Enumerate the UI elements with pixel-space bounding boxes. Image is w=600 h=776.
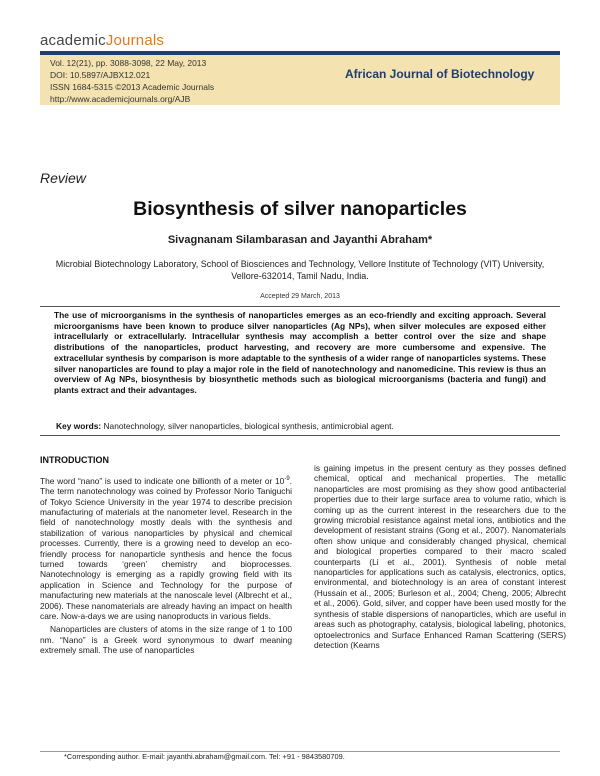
exponent: -9: [284, 476, 290, 482]
keywords-list: Nanotechnology, silver nanoparticles, biological synthesis, antimicrobial agent.: [103, 421, 394, 431]
citation-info: [50, 57, 214, 105]
abstract: The use of microorganisms in the synthesis of nanoparticles emerges as an eco-friendly and exciting approach. Several microorganisms have been known to produce silver nanoparticles (Ag NPs), when silver molecules are exposed either intracellularly or extracellularly. Intracellular synthesis may accomplish a better control over the size and shape distributions of the nanoparticles, product harvesting, and recovery are more cumbersome and expensive. The extracellular synthesis by comparison is more adaptable to the synthesis of a wider range of nanoparticles systems. These silver nanoparticles are found to play a major role in the field of nanotechnology and nanomedicine. This review is thus an overview of Ag NPs, biosynthesis by biosynthetic methods such as biological microorganisms (bacteria and fungi) and plants extract and their advantages.: [54, 310, 546, 395]
article-authors: Sivagnanam Silambarasan and Jayanthi Abraham*: [167, 234, 433, 246]
abstract-bottom-rule: [40, 435, 560, 436]
journal-name: African Journal of Biotechnology: [345, 67, 535, 81]
paragraph-text-b: . The term nanotechnology was coined by Professor Norio Taniguchi of Tokyo Science University in the year 1974 to describe precision manufacturing of materials at the nanometer level. Research in the field of nanotechnology mostly deals with the synthesis and stabilization of various nanoparticles by physical and chemical processes. Currently, there is a growing need to develop an eco-friendly process for nanoparticle synthesis and hence the focus turned towards ‘green’ chemistry and bioprocesses. Nanotechnology is emerging as a rapidly growing field with its application in Science and Technology for the purpose of manufacturing new materials at the nanoscale level (Albrecht et al., 2006). These nanomaterials are already having an impact on health care. Now-a-days we are using nanoproducts in various fields.: [40, 475, 292, 622]
article-title: Biosynthesis of silver nanoparticles: [133, 198, 467, 220]
doi-line: DOI: 10.5897/AJBX12.021: [50, 70, 151, 80]
accepted-date: Accepted 29 March, 2013: [260, 293, 340, 300]
body-column-right: [314, 463, 566, 650]
introduction-heading: INTRODUCTION: [40, 455, 109, 465]
abstract-top-rule: [40, 306, 560, 307]
logo-text-academic: academic: [40, 32, 106, 49]
paragraph: is gaining impetus in the present century as they posses defined chemical, optical and mechanical properties. The metallic nanoparticles are most promising as they show good antibacterial properties due to their large surface area to volume ratio, which is coming up as the current interest in the researchers due to the growing microbial resistance against metal ions, antibiotics and the development of resistant strains (Gong et al., 2007). Nanomaterials often show unique and considerably changed physical, chemical and biological properties compared to their macro scaled counterparts (Li et al., 2001). Synthesis of noble metal nanoparticles for applications such as catalysis, electronics, optics, environmental, and biotechnology is an area of constant interest (Hussain et al., 2005; Burleson et al., 2004; Cheng, 2005; Albrecht et al., 2006). Gold, silver, and copper have been used mostly for the synthesis of stable dispersions of nanoparticles, which are useful in areas such as photography, catalysis, biological labeling, photonics, optoelectronics and Surface Enhanced Raman Scattering (SERS) detection (Kearns: [314, 463, 566, 650]
issn-line: ISSN 1684-5315 ©2013 Academic Journals: [50, 82, 215, 92]
journal-url[interactable]: http://www.academicjournals.org/AJB: [50, 94, 191, 104]
paragraph: Nanoparticles are clusters of atoms in the size range of 1 to 100 nm. “Nano” is a Greek word synonymous to dwarf meaning extremely small. The use of nanoparticles: [40, 624, 292, 656]
paragraph-text-a: The word “nano” is used to indicate one billionth of a meter or 10: [40, 475, 285, 486]
logo-text-journals: Journals: [105, 32, 165, 49]
article-type: Review: [40, 170, 86, 186]
keywords: [56, 421, 546, 431]
publisher-logo: [40, 32, 164, 49]
volume-line: Vol. 12(21), pp. 3088-3098, 22 May, 2013: [50, 58, 207, 68]
body-column-left: [40, 474, 292, 656]
paragraph: [40, 474, 292, 621]
author-affiliation: Microbial Biotechnology Laboratory, School of Biosciences and Technology, Vellore Institute of Technology (VIT) University, Vellore-632014, Tamil Nadu, India.: [55, 259, 545, 281]
keywords-label: Key words:: [56, 421, 102, 431]
corresponding-author-note: *Corresponding author. E-mail: jayanthi.abraham@gmail.com. Tel: +91 - 9843580709.: [64, 752, 345, 761]
